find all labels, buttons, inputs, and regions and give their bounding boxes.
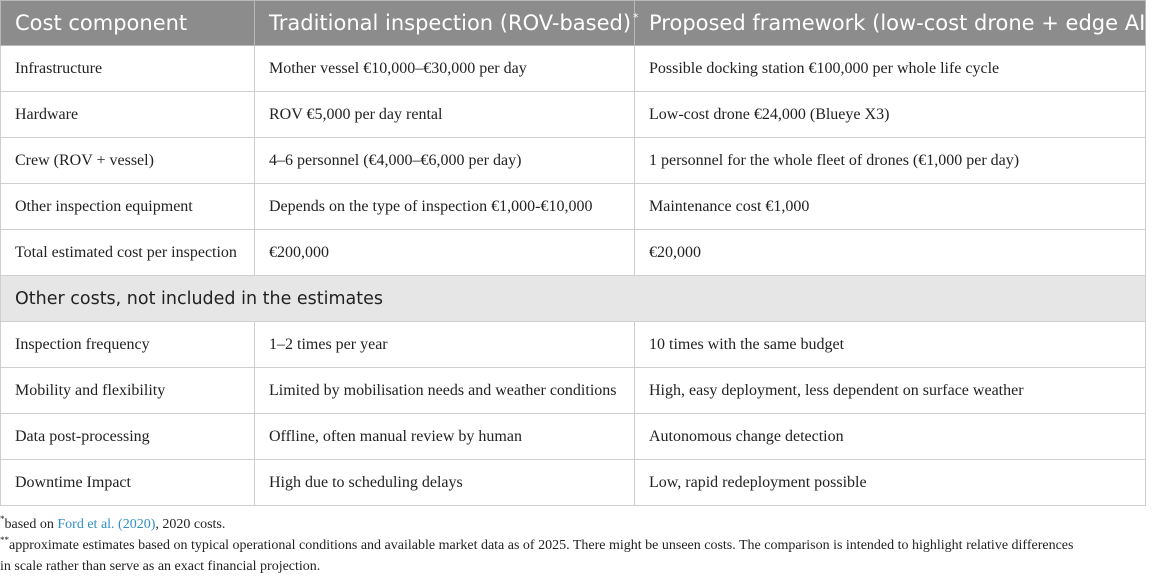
cell-proposed: Low, rapid redeployment possible xyxy=(635,460,1146,506)
cell-cost-component: Total estimated cost per inspection xyxy=(1,230,255,276)
footnote-2-line-2 xyxy=(0,556,1145,577)
table-row xyxy=(1,414,1146,460)
cell-traditional: Offline, often manual review by human xyxy=(255,414,635,460)
footnote-marker: ** xyxy=(1155,11,1166,24)
header-traditional-inspection xyxy=(255,1,639,46)
table-row xyxy=(1,230,1146,276)
cell-proposed: High, easy deployment, less dependent on surface weather xyxy=(635,368,1146,414)
footnote-marker: ** xyxy=(0,535,9,545)
table-body xyxy=(1,46,1146,506)
table-row xyxy=(1,92,1146,138)
cell-traditional: Depends on the type of inspection €1,000-€10,000 xyxy=(255,184,635,230)
header-proposed-framework xyxy=(635,1,1166,46)
cell-cost-component: Crew (ROV + vessel) xyxy=(1,138,255,184)
citation-link[interactable]: Ford et al. (2020) xyxy=(57,517,156,532)
section-label: Other costs, not included in the estimates xyxy=(1,276,1146,322)
table-row xyxy=(1,368,1146,414)
cell-proposed: €20,000 xyxy=(635,230,1146,276)
cell-proposed: 1 personnel for the whole fleet of drones (€1,000 per day) xyxy=(635,138,1146,184)
cell-cost-component: Other inspection equipment xyxy=(1,184,255,230)
cell-traditional: High due to scheduling delays xyxy=(255,460,635,506)
cell-traditional: 1–2 times per year xyxy=(255,322,635,368)
cell-cost-component: Data post-processing xyxy=(1,414,255,460)
header-label: Cost component xyxy=(15,11,188,35)
table-row xyxy=(1,46,1146,92)
footnote-text: , 2020 costs. xyxy=(155,517,226,532)
cell-proposed: Possible docking station €100,000 per whole life cycle xyxy=(635,46,1146,92)
table-header xyxy=(1,1,1166,46)
cell-proposed: Maintenance cost €1,000 xyxy=(635,184,1146,230)
cell-traditional: ROV €5,000 per day rental xyxy=(255,92,635,138)
section-header-row xyxy=(1,276,1146,322)
cell-cost-component: Hardware xyxy=(1,92,255,138)
cell-proposed: 10 times with the same budget xyxy=(635,322,1146,368)
table-row xyxy=(1,184,1146,230)
table-row xyxy=(1,460,1146,506)
cell-proposed: Low-cost drone €24,000 (Blueye X3) xyxy=(635,92,1146,138)
cell-proposed: Autonomous change detection xyxy=(635,414,1146,460)
cell-traditional: €200,000 xyxy=(255,230,635,276)
table-row xyxy=(1,138,1146,184)
footnote-marker: * xyxy=(0,514,5,524)
footnote-marker: * xyxy=(633,11,639,24)
cell-traditional: Mother vessel €10,000–€30,000 per day xyxy=(255,46,635,92)
header-cost-component xyxy=(1,1,255,46)
cell-cost-component: Mobility and flexibility xyxy=(1,368,255,414)
cell-traditional: 4–6 personnel (€4,000–€6,000 per day) xyxy=(255,138,635,184)
table-footnotes xyxy=(0,514,1145,577)
header-label: Traditional inspection (ROV-based) xyxy=(269,11,632,35)
footnote-text: approximate estimates based on typical operational conditions and available market data as of 2025. There might be unseen costs. The comparison is intended to highlight relative differences xyxy=(9,538,1074,553)
footnote-2-line-1 xyxy=(0,535,1145,556)
footnote-text: in scale rather than serve as an exact financial projection. xyxy=(0,559,321,574)
footnote-1 xyxy=(0,514,1145,535)
cell-traditional: Limited by mobilisation needs and weather conditions xyxy=(255,368,635,414)
cell-cost-component: Inspection frequency xyxy=(1,322,255,368)
footnote-2 xyxy=(0,535,1145,577)
header-label: Proposed framework (low-cost drone + edge AI) xyxy=(649,11,1154,35)
footnote-text: based on xyxy=(4,517,58,532)
table-row xyxy=(1,322,1146,368)
cell-cost-component: Infrastructure xyxy=(1,46,255,92)
cell-cost-component: Downtime Impact xyxy=(1,460,255,506)
header-row xyxy=(1,1,1146,46)
